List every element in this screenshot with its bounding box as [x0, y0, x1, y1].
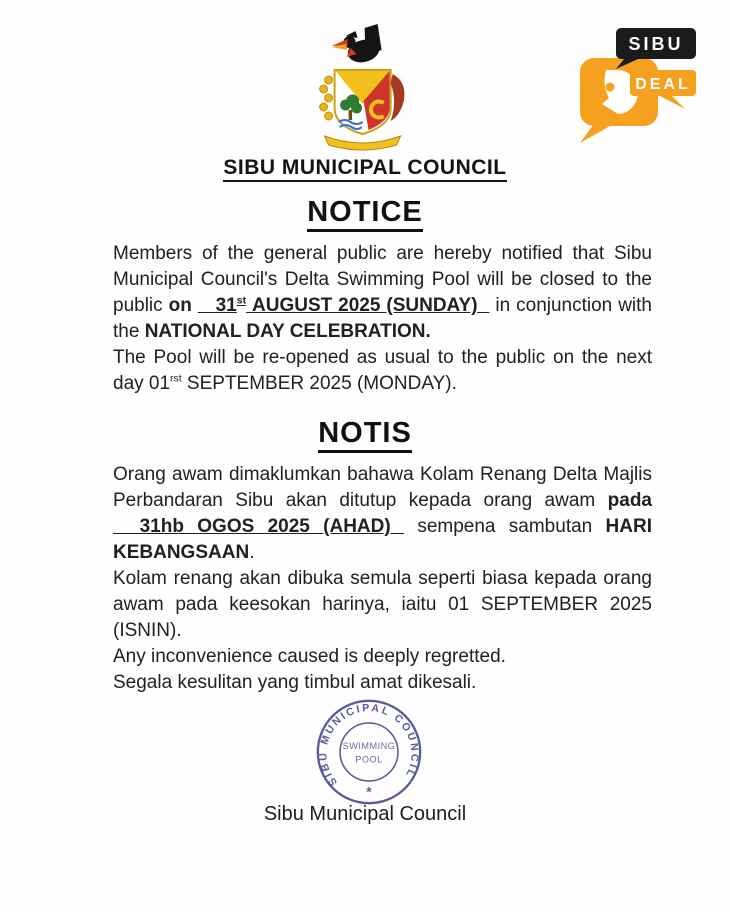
signature-text: Sibu Municipal Council — [263, 803, 467, 825]
notis-paragraph-1: Orang awam dimaklumkan bahawa Kolam Renang Delta Majlis Perbandaran Sibu akan ditutup kepada orang awam pada 31hb OGOS 2025 (AHAD) sempena sambutan HARI KEBANGSAAN. — [113, 464, 652, 563]
sibu-box — [616, 28, 696, 69]
stamp-bottom-star: * — [366, 784, 372, 800]
closing-lines — [113, 644, 652, 696]
stamp-area — [0, 696, 730, 813]
notice-heading: NOTICE — [0, 196, 730, 229]
deal-banner-label: DEAL — [635, 76, 691, 93]
sibu-deal-logo — [572, 24, 700, 146]
notis-heading: NOTIS — [0, 417, 730, 450]
council-title: SIBU MUNICIPAL COUNCIL — [0, 156, 730, 180]
sibu-box-label: SIBU — [628, 34, 684, 54]
swimming-pool-rubber-stamp-icon — [310, 696, 428, 808]
council-crest-icon — [303, 24, 423, 152]
notice-paragraph-1: Members of the general public are hereby notified that Sibu Municipal Council's Delta Swimming Pool will be closed to the public on 31st AUGUST 2025 (SUNDAY) in conjunction with the NATIONAL DAY CELEBRATION. — [113, 243, 652, 342]
stamp-center-line2: POOL — [355, 754, 383, 765]
stamp-ring-text: SIBU MUNICIPAL COUNCIL — [317, 702, 421, 788]
closing-line-malay: Segala kesulitan yang timbul amat dikesali. — [113, 672, 477, 693]
notice-paragraph-2: The Pool will be re-opened as usual to the public on the next day $01^{rst}$ SEPTEMBER 2025 (MONDAY). — [113, 347, 652, 394]
closing-line-english: Any inconvenience caused is deeply regretted. — [113, 646, 506, 667]
stamp-center-line1: SWIMMING — [342, 741, 396, 752]
hornbill-bird — [332, 24, 382, 66]
shield — [335, 70, 391, 134]
notis-paragraph-2: Kolam renang akan dibuka semula seperti biasa kepada orang awam pada keesokan harinya, iaitu 01 SEPTEMBER 2025 (ISNIN). — [113, 568, 652, 641]
document-header — [0, 0, 730, 152]
